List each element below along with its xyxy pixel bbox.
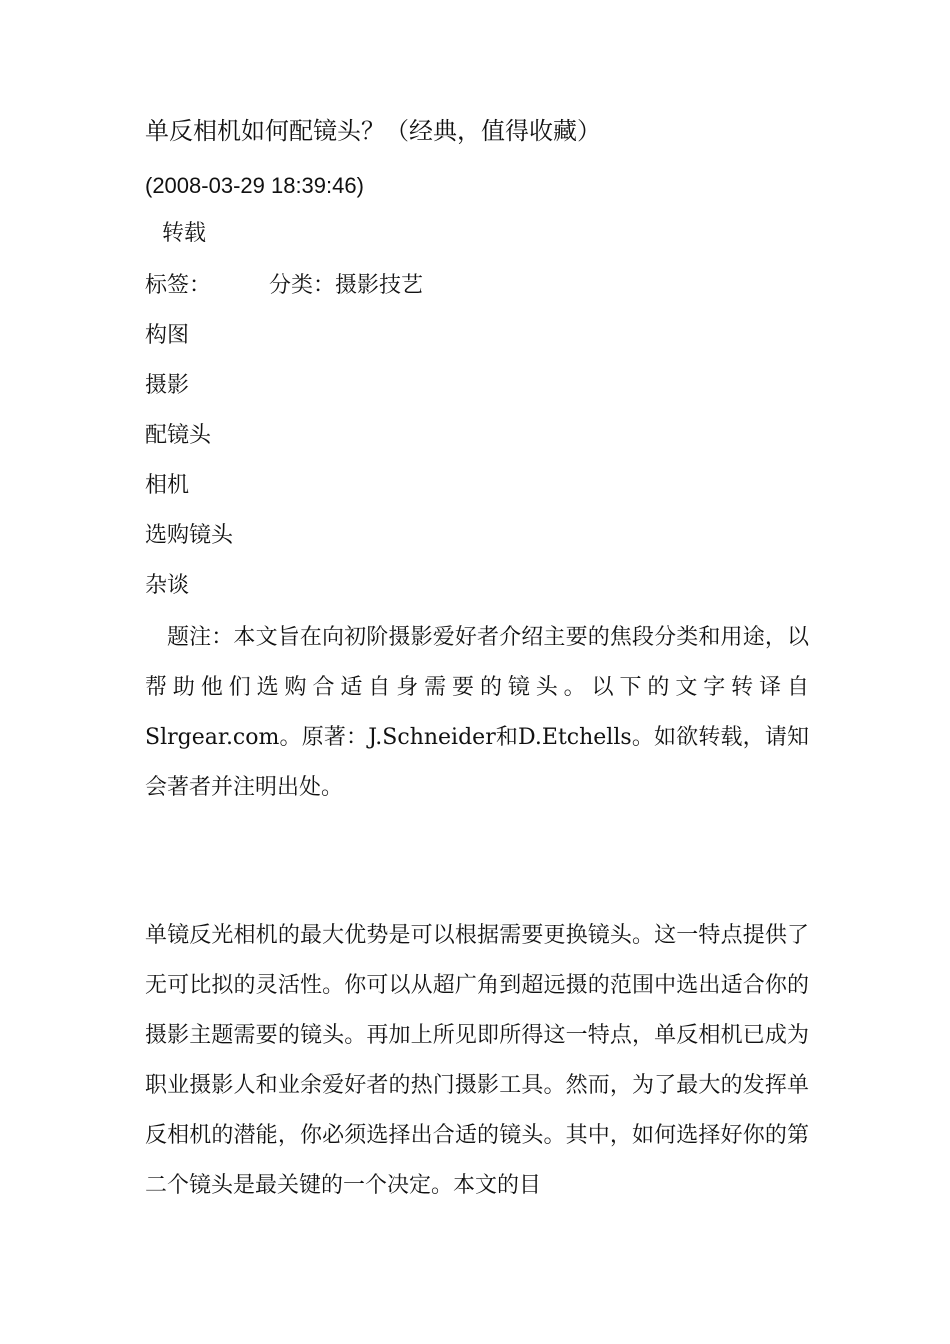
editor-note: 题注：本文旨在向初阶摄影爱好者介绍主要的焦段分类和用途，以帮助他们选购合适自身需要的镜头。以下的文字转译自Slrgear.com。原著：J.Schneider和D.Etchells。如欲转载，请知会著者并注明出处。 (145, 625, 809, 800)
category-text: 分类：摄影技艺 (269, 273, 424, 298)
tag-item[interactable]: 相机 (145, 473, 190, 498)
tags-label: 标签： (145, 273, 212, 298)
article-title: 单反相机如何配镜头？（经典，值得收藏） (145, 118, 601, 145)
repost-label: 转载 (162, 221, 207, 246)
tag-item[interactable]: 杂谈 (145, 573, 190, 598)
article-datetime: (2008-03-29 18:39:46) (145, 173, 364, 198)
tag-item[interactable]: 选购镜头 (145, 523, 234, 548)
tag-item[interactable]: 摄影 (145, 373, 190, 398)
tag-item[interactable]: 构图 (145, 323, 190, 348)
tag-list (145, 320, 233, 620)
body-paragraph: 单镜反光相机的最大优势是可以根据需要更换镜头。这一特点提供了无可比拟的灵活性。你可以从超广角到超远摄的范围中选出适合你的摄影主题需要的镜头。再加上所见即所得这一特点，单反相机已成为职业摄影人和业余爱好者的热门摄影工具。然而，为了最大的发挥单反相机的潜能，你必须选择出合适的镜头。其中，如何选择好你的第二个镜头是最关键的一个决定。本文的目 (145, 923, 809, 1198)
meta-row (145, 270, 423, 302)
tag-item[interactable]: 配镜头 (145, 423, 212, 448)
